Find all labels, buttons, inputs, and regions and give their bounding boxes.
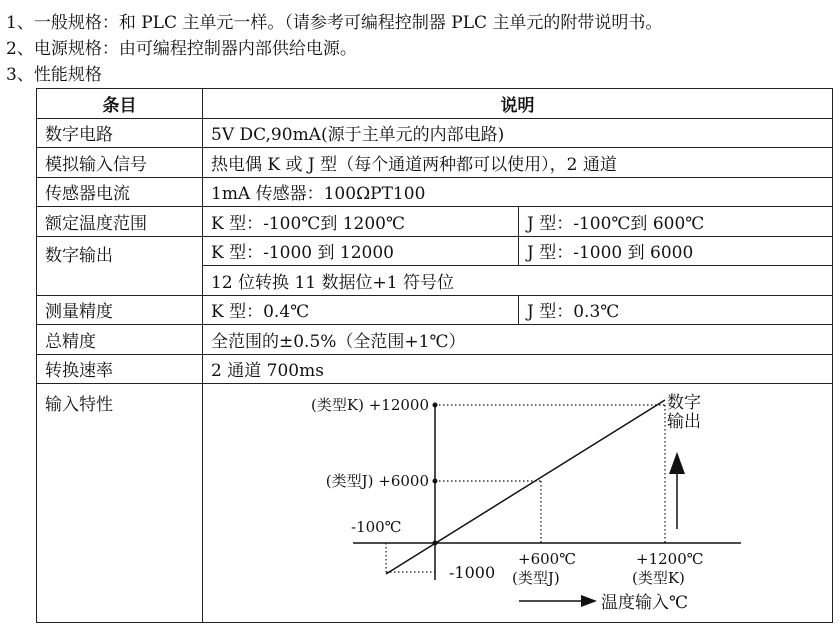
label-k-max: (类型K) +12000 xyxy=(311,396,429,414)
row-value-digital-circuit: 5V DC,90mA(源于主单元的内部电路) xyxy=(203,118,833,148)
table-row xyxy=(37,384,833,623)
row-label-input-characteristic: 输入特性 xyxy=(37,384,203,623)
row-label-accuracy: 测量精度 xyxy=(37,295,203,325)
row-value-sensor-current: 1mA 传感器：100ΩPT100 xyxy=(203,177,833,207)
table-header-row xyxy=(37,89,833,119)
header-desc: 说明 xyxy=(203,89,833,119)
table-row xyxy=(37,236,833,266)
row-label-sensor-current: 传感器电流 xyxy=(37,177,203,207)
point-j-max xyxy=(433,479,438,484)
row-value-digital-output-j: J 型：-1000 到 6000 xyxy=(519,236,833,266)
row-value-accuracy-j: J 型：0.3℃ xyxy=(519,295,833,325)
row-label-analog-input: 模拟输入信号 xyxy=(37,148,203,178)
table-row xyxy=(37,177,833,207)
point-origin xyxy=(433,541,438,546)
header-item: 条目 xyxy=(37,89,203,119)
row-label-digital-output: 数字输出 xyxy=(37,236,203,295)
label-pos1200: +1200℃ xyxy=(636,550,704,568)
up-arrow-icon xyxy=(669,452,685,474)
table-row xyxy=(37,148,833,178)
right-arrow-icon xyxy=(581,595,597,607)
label-temp-input: 温度输入℃ xyxy=(601,593,689,613)
label-pos600: +600℃ xyxy=(518,550,576,568)
row-label-conversion-speed: 转换速率 xyxy=(37,354,203,384)
label-type-j: (类型J) xyxy=(512,569,560,587)
row-value-conversion-speed: 2 通道 700ms xyxy=(203,354,833,384)
label-output: 输出 xyxy=(667,412,701,432)
row-value-accuracy-k: K 型：0.4℃ xyxy=(203,295,519,325)
spec-power-line: 2、电源规格：由可编程控制器内部供给电源。 xyxy=(6,39,357,59)
input-characteristic-diagram xyxy=(203,384,833,616)
label-digital: 数字 xyxy=(667,393,701,413)
spec-performance-heading: 3、性能规格 xyxy=(6,65,102,85)
row-value-digital-output-bits: 12 位转换 11 数据位+1 符号位 xyxy=(203,266,833,296)
input-characteristic-diagram-cell xyxy=(203,384,833,623)
label-neg1000: -1000 xyxy=(449,563,496,582)
spec-general-line: 1、一般规格：和 PLC 主单元一样。（请参考可编程控制器 PLC 主单元的附带说明书。 xyxy=(6,13,663,33)
table-row xyxy=(37,207,833,237)
row-value-analog-input: 热电偶 K 或 J 型（每个通道两种都可以使用），2 通道 xyxy=(203,148,833,178)
row-label-total-accuracy: 总精度 xyxy=(37,325,203,355)
table-row xyxy=(37,325,833,355)
table-row xyxy=(37,118,833,148)
performance-spec-table xyxy=(36,88,833,623)
point-k-max xyxy=(433,403,438,408)
row-value-total-accuracy: 全范围的±0.5%（全范围+1℃） xyxy=(203,325,833,355)
table-row xyxy=(37,295,833,325)
row-value-digital-output-k: K 型：-1000 到 12000 xyxy=(203,236,519,266)
label-type-k: (类型K) xyxy=(632,569,685,587)
table-row xyxy=(37,354,833,384)
row-label-rated-temp: 额定温度范围 xyxy=(37,207,203,237)
row-value-rated-temp-j: J 型：-100℃到 600℃ xyxy=(519,207,833,237)
label-neg100: -100℃ xyxy=(351,518,402,536)
row-label-digital-circuit: 数字电路 xyxy=(37,118,203,148)
label-j-max: (类型J) +6000 xyxy=(325,472,429,490)
row-value-rated-temp-k: K 型：-100℃到 1200℃ xyxy=(203,207,519,237)
